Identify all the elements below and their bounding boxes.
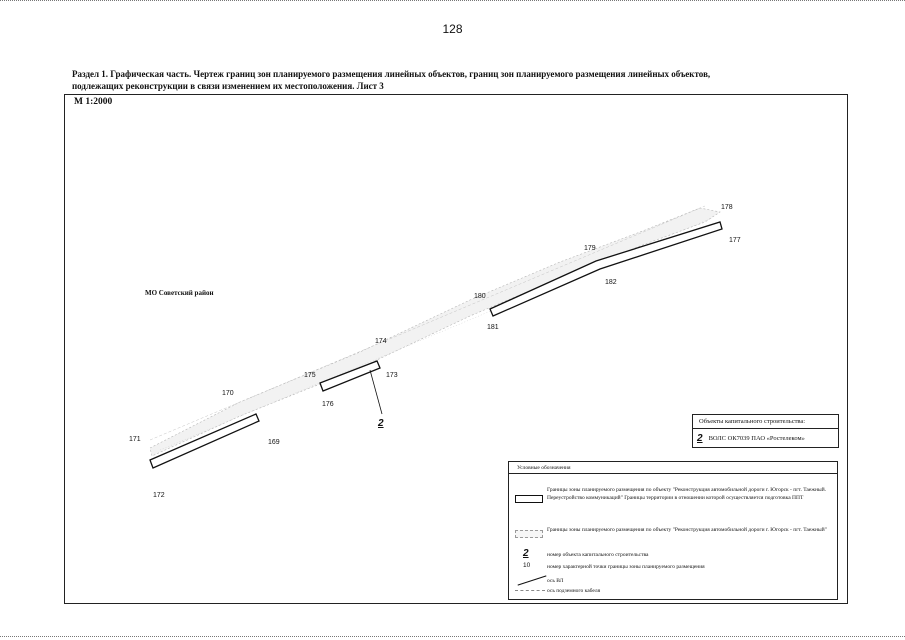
point-number-symbol: 10 bbox=[523, 562, 531, 569]
legend-item-point-number bbox=[515, 562, 833, 572]
scale-label: М 1:2000 bbox=[74, 97, 113, 107]
objects-box-name: ВОЛС ОК7039 ПАО «Ростелеком» bbox=[708, 435, 805, 442]
legend-item-zone-boundary bbox=[515, 486, 833, 512]
vl-axis-symbol bbox=[518, 575, 547, 585]
road-zone-corridor bbox=[150, 208, 720, 456]
point-175: 175 bbox=[304, 372, 316, 379]
legend-item-point-number-text: номер характерной точки границы зоны планируемого размещения bbox=[547, 564, 705, 570]
legend-item-object-number-text: номер объекта капитального строительства bbox=[547, 552, 649, 558]
legend-item-zone-boundary-text: Границы зоны планируемого размещения по объекту "Реконструкция автомобильной дороги г. Югорск - пгт. Таежный. Переустройство коммуникаций" Границы территории в отношении которой осуществляется подготовка ППТ bbox=[547, 487, 827, 501]
road-zone-symbol bbox=[515, 530, 543, 538]
legend-item-cable-axis bbox=[515, 586, 833, 596]
object-number-label: 2 bbox=[378, 418, 384, 429]
point-181: 181 bbox=[487, 324, 499, 331]
section-title-line-1: Раздел 1. Графическая часть. Чертеж границ зон планируемого размещения линейных объектов, границ зон планируемого размещения линейных объектов, bbox=[72, 69, 711, 79]
cable-axis-symbol bbox=[515, 590, 545, 591]
point-171: 171 bbox=[129, 436, 141, 443]
point-177: 177 bbox=[729, 237, 741, 244]
objects-box-number: 2 bbox=[697, 433, 703, 444]
legend-item-vl-axis-text: ось ВЛ bbox=[547, 578, 564, 584]
point-169: 169 bbox=[268, 439, 280, 446]
legend-item-cable-axis-text: ось подземного кабеля bbox=[547, 588, 601, 594]
page-number: 128 bbox=[442, 22, 463, 36]
legend-item-road-zone-text: Границы зоны планируемого размещения по объекту "Реконструкция автомобильной дороги г. Югорск - пгт. Таежный" bbox=[547, 527, 827, 533]
scan-edge-bottom bbox=[0, 636, 905, 639]
legend bbox=[508, 461, 838, 600]
point-180: 180 bbox=[474, 293, 486, 300]
object-pointer-line bbox=[370, 370, 382, 414]
vl-axis-line bbox=[150, 206, 705, 440]
point-172: 172 bbox=[153, 492, 165, 499]
point-170: 170 bbox=[222, 390, 234, 397]
zone-polygon-177-182 bbox=[490, 222, 722, 316]
legend-header: Условные обозначения bbox=[509, 462, 837, 474]
objects-box-row bbox=[693, 429, 838, 449]
point-174: 174 bbox=[375, 338, 387, 345]
point-178: 178 bbox=[721, 204, 733, 211]
district-label: МО Советский район bbox=[145, 289, 214, 297]
object-number-symbol: 2 bbox=[523, 548, 529, 559]
objects-box-header: Объекты капитального строительства: bbox=[693, 415, 838, 429]
objects-box bbox=[692, 414, 839, 448]
point-173: 173 bbox=[386, 372, 398, 379]
zone-boundary-symbol bbox=[515, 495, 543, 503]
point-176: 176 bbox=[322, 401, 334, 408]
point-182: 182 bbox=[605, 279, 617, 286]
point-179: 179 bbox=[584, 245, 596, 252]
legend-item-road-zone bbox=[515, 526, 833, 544]
section-title-line-2: подлежащих реконструкции в связи изменением их местоположения. Лист 3 bbox=[72, 81, 384, 91]
legend-item-object-number bbox=[515, 548, 833, 560]
legend-item-vl-axis bbox=[515, 576, 833, 586]
